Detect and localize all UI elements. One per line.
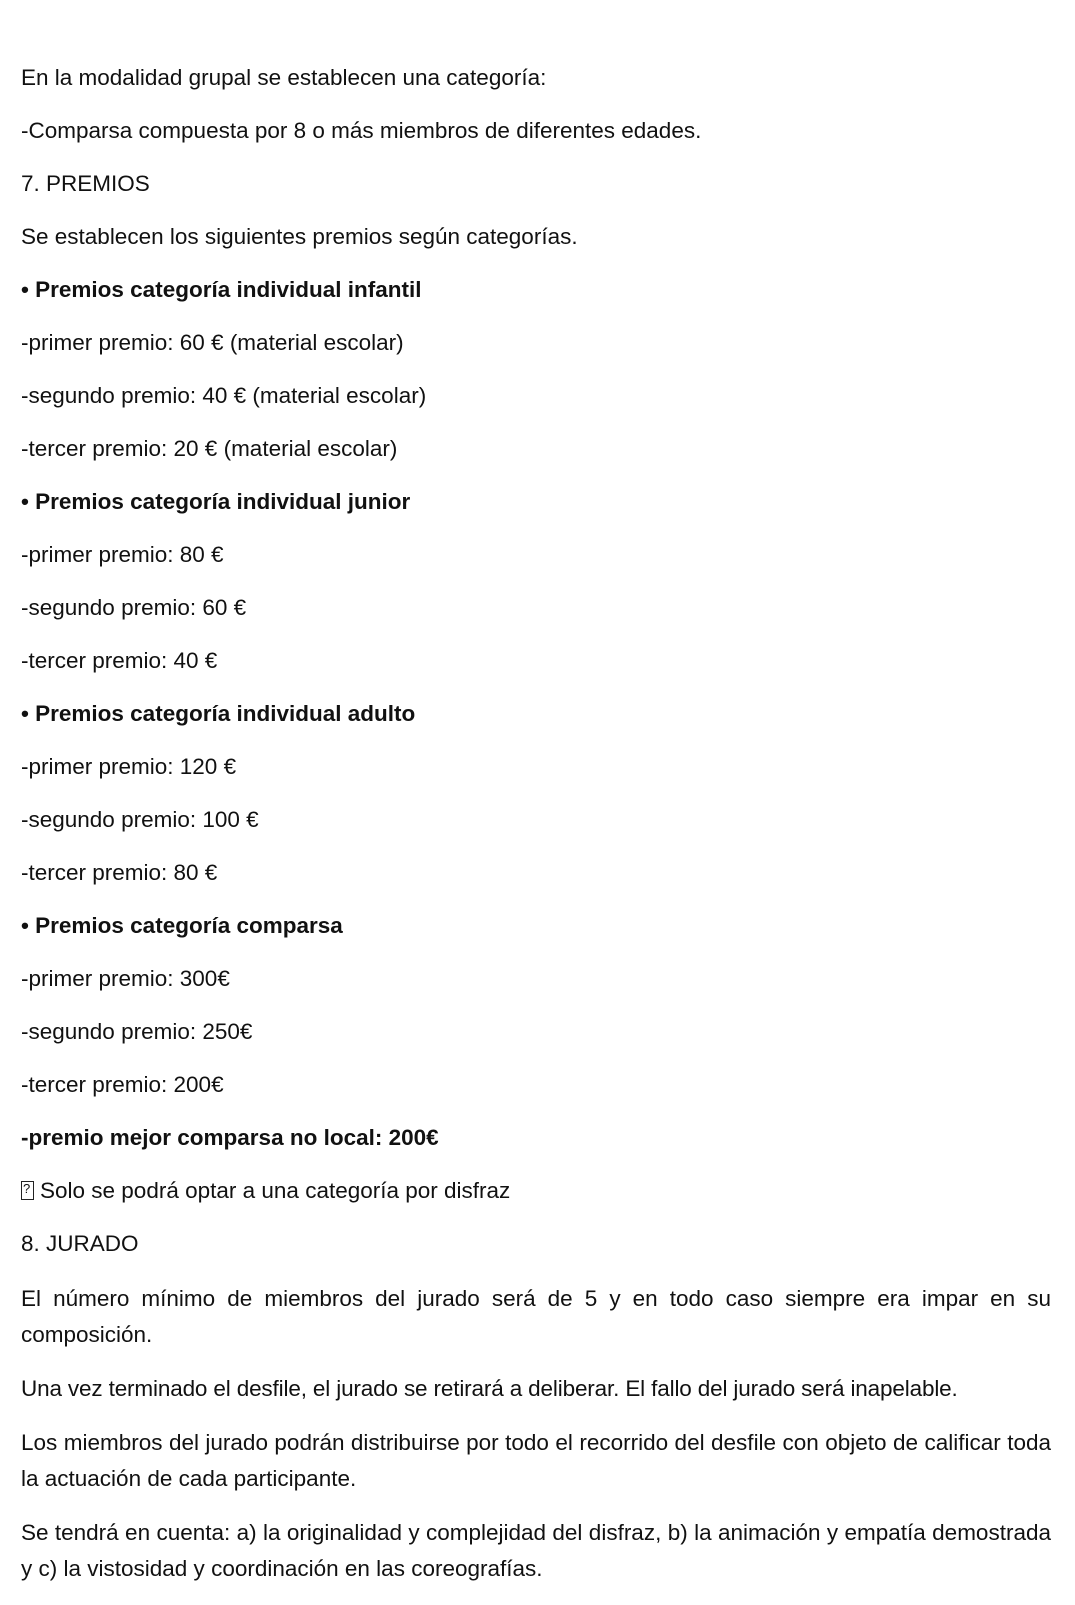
junior-segundo-premio: -segundo premio: 60 € bbox=[21, 595, 247, 620]
comparsa-tercer-premio: -tercer premio: 200€ bbox=[21, 1072, 224, 1097]
infantil-segundo-premio: -segundo premio: 40 € (material escolar) bbox=[21, 383, 427, 408]
comparsa-segundo-premio: -segundo premio: 250€ bbox=[21, 1019, 253, 1044]
document-page bbox=[21, 62, 1051, 1605]
infantil-heading: • Premios categoría individual infantil bbox=[21, 277, 422, 302]
adulto-tercer-premio: -tercer premio: 80 € bbox=[21, 860, 218, 885]
premios-intro: Se establecen los siguientes premios según categorías. bbox=[21, 224, 578, 249]
jurado-paragraph-3: Los miembros del jurado podrán distribuirse por todo el recorrido del desfile con objeto de calificar toda la actuación de cada participante. bbox=[21, 1430, 1051, 1491]
comparsa-heading: • Premios categoría comparsa bbox=[21, 913, 343, 938]
adulto-primer-premio: -primer premio: 120 € bbox=[21, 754, 237, 779]
adulto-segundo-premio: -segundo premio: 100 € bbox=[21, 807, 259, 832]
jurado-paragraph-2: Una vez terminado el desfile, el jurado se retirará a deliberar. El fallo del jurado será inapelable. bbox=[21, 1376, 958, 1401]
missing-glyph-icon bbox=[21, 1181, 34, 1200]
nota-categoria-text: Solo se podrá optar a una categoría por disfraz bbox=[40, 1178, 511, 1203]
adulto-heading: • Premios categoría individual adulto bbox=[21, 701, 416, 726]
infantil-tercer-premio: -tercer premio: 20 € (material escolar) bbox=[21, 436, 398, 461]
comparsa-description: -Comparsa compuesta por 8 o más miembros de diferentes edades. bbox=[21, 118, 702, 143]
infantil-primer-premio: -primer premio: 60 € (material escolar) bbox=[21, 330, 404, 355]
junior-heading: • Premios categoría individual junior bbox=[21, 489, 411, 514]
jurado-paragraph-4: Se tendrá en cuenta: a) la originalidad y complejidad del disfraz, b) la animación y empatía demostrada y c) la vistosidad y coordinación en las coreografías. bbox=[21, 1520, 1051, 1581]
nota-categoria bbox=[21, 1175, 1051, 1206]
comparsa-no-local-premio: -premio mejor comparsa no local: 200€ bbox=[21, 1125, 439, 1150]
jurado-paragraph-1: El número mínimo de miembros del jurado será de 5 y en todo caso siempre era impar en su composición. bbox=[21, 1286, 1051, 1347]
junior-tercer-premio: -tercer premio: 40 € bbox=[21, 648, 218, 673]
modalidad-grupal-text: En la modalidad grupal se establecen una categoría: bbox=[21, 65, 547, 90]
junior-primer-premio: -primer premio: 80 € bbox=[21, 542, 224, 567]
section-7-heading: 7. PREMIOS bbox=[21, 171, 150, 196]
comparsa-primer-premio: -primer premio: 300€ bbox=[21, 966, 230, 991]
section-8-heading: 8. JURADO bbox=[21, 1231, 139, 1256]
